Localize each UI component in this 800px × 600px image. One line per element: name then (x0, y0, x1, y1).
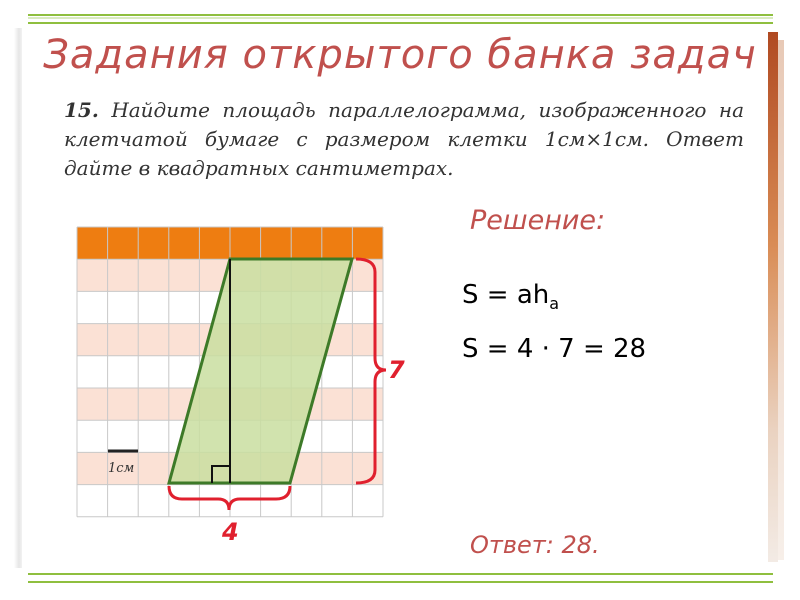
grid-cell (352, 420, 383, 452)
grid-header-cell (138, 227, 169, 259)
grid-cell (169, 485, 200, 517)
grid-cell (169, 324, 200, 356)
grid-cell (169, 259, 200, 291)
grid-cell (108, 259, 139, 291)
grid-cell (77, 485, 108, 517)
grid-cell (352, 259, 383, 291)
grid-cell (261, 485, 292, 517)
grid-header-cell (322, 227, 353, 259)
grid-cell (108, 291, 139, 323)
grid-cell (352, 388, 383, 420)
grid-cell (77, 291, 108, 323)
formula-area-lhs: S (462, 280, 479, 310)
grid-header-cell (199, 227, 230, 259)
grid-cell (77, 420, 108, 452)
height-label: 7 (388, 356, 405, 384)
grid-header-cell (108, 227, 139, 259)
problem-text: Найдите площадь параллелограмма, изображенного на клетчатой бумаге с размером клетки 1см×1см. Ответ дайте в квадратных сантиметрах. (64, 98, 744, 180)
grid-cell (108, 324, 139, 356)
formula-area-eq: = (486, 280, 509, 310)
grid-header-cell (352, 227, 383, 259)
grid-cell (77, 356, 108, 388)
grid-cell (322, 485, 353, 517)
grid-header-cell (261, 227, 292, 259)
grid-header-cell (291, 227, 322, 259)
grid-cell (138, 420, 169, 452)
grid-cell (291, 485, 322, 517)
page-title: Задания открытого банка задач (43, 32, 757, 78)
grid-cell (352, 291, 383, 323)
grid-cell (322, 452, 353, 484)
grid-header-cell (77, 227, 108, 259)
grid-cell (169, 291, 200, 323)
grid-cell (138, 485, 169, 517)
grid-cell (138, 356, 169, 388)
grid-cell (77, 324, 108, 356)
grid-cell (77, 452, 108, 484)
grid-cell (108, 388, 139, 420)
base-label: 4 (222, 518, 239, 546)
grid-cell (322, 388, 353, 420)
grid-header-cell (230, 227, 261, 259)
grid-header-cell (169, 227, 200, 259)
answer: Ответ: 28. (470, 531, 600, 559)
formula-calc: S = 4 · 7 = 28 (462, 334, 647, 364)
grid-cell (77, 259, 108, 291)
grid-cell (322, 420, 353, 452)
formula-area-rhs: ah (516, 280, 550, 310)
grid-cell (77, 388, 108, 420)
grid-cell (138, 388, 169, 420)
grid-cell (138, 259, 169, 291)
unit-label: 1см (108, 461, 135, 476)
solution-heading: Решение: (470, 205, 606, 236)
grid-cell (138, 452, 169, 484)
grid-cell (138, 291, 169, 323)
grid-cell (352, 485, 383, 517)
grid-cell (352, 324, 383, 356)
grid-cell (322, 356, 353, 388)
grid-cell (108, 420, 139, 452)
grid-cell (138, 324, 169, 356)
formula-area-subscript: a (549, 294, 560, 313)
grid-cell (108, 356, 139, 388)
problem-number: 15. (64, 98, 99, 122)
grid-cell (108, 485, 139, 517)
